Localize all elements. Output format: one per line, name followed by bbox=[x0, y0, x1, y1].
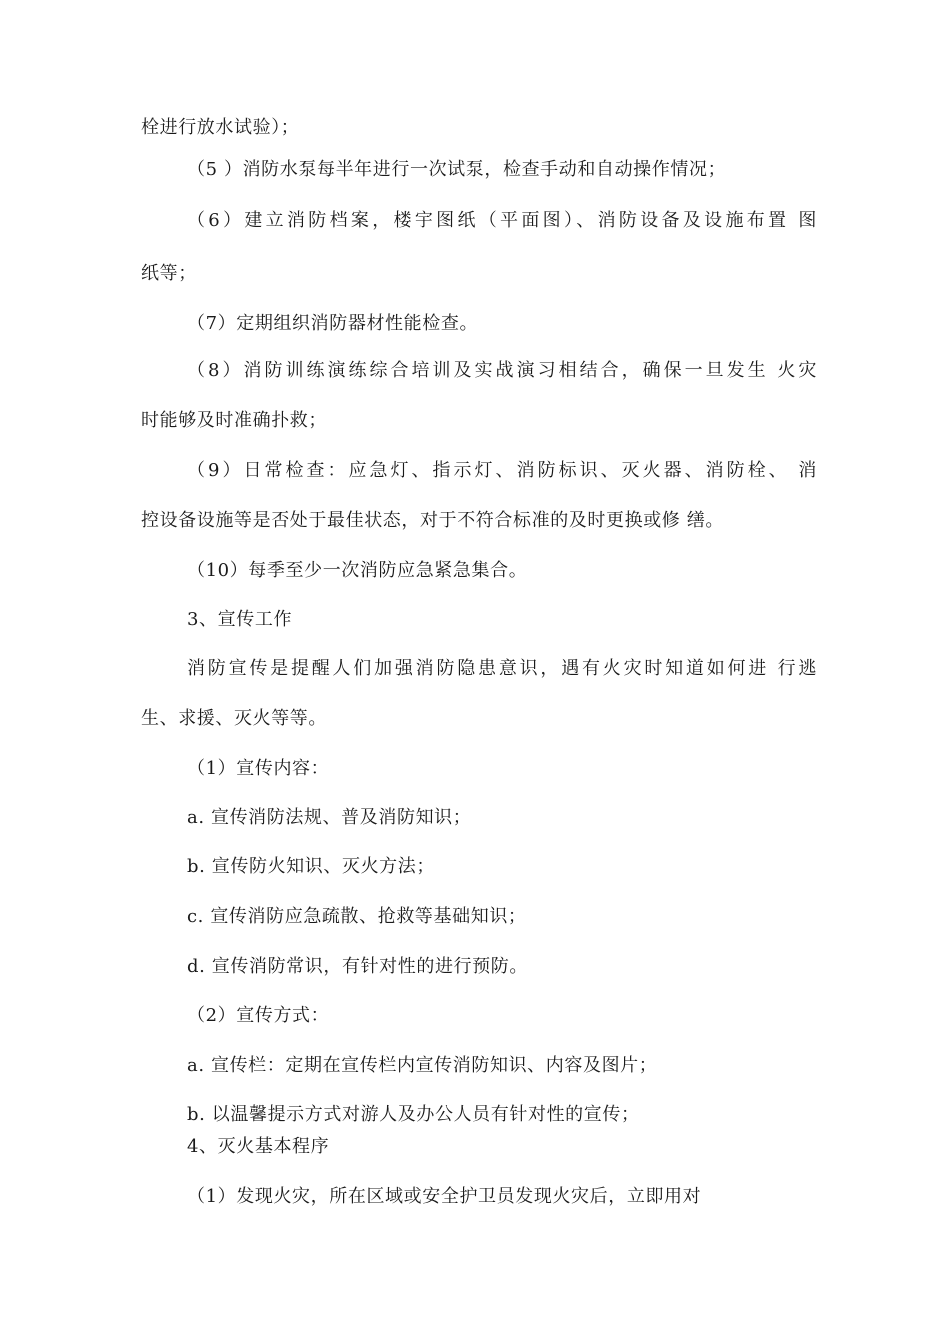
paragraph-line: （10）每季至少一次消防应急紧急集合。 bbox=[187, 560, 528, 581]
paragraph-line: （6）建立消防档案，楼宇图纸（平面图）、消防设备及设施布置 图 bbox=[187, 210, 817, 231]
paragraph-line: （7）定期组织消防器材性能检查。 bbox=[187, 313, 479, 334]
paragraph-line: （1）发现火灾，所在区域或安全护卫员发现火灾后，立即用对 bbox=[187, 1186, 702, 1207]
paragraph-line: 消防宣传是提醒人们加强消防隐患意识，遇有火灾时知道如何进 行逃 bbox=[187, 658, 817, 679]
section-heading: 4、灭火基本程序 bbox=[187, 1136, 330, 1157]
list-item: c. 宣传消防应急疏散、抢救等基础知识； bbox=[187, 906, 527, 927]
paragraph-line: 控设备设施等是否处于最佳状态，对于不符合标准的及时更换或修 缮。 bbox=[141, 510, 724, 531]
paragraph-line: （5 ）消防水泵每半年进行一次试泵，检查手动和自动操作情况； bbox=[187, 159, 727, 180]
list-item: a. 宣传消防法规、普及消防知识； bbox=[187, 807, 472, 828]
paragraph-line: （2）宣传方式： bbox=[187, 1005, 330, 1026]
paragraph-line: 栓进行放水试验）； bbox=[141, 117, 300, 138]
paragraph-line: 生、求援、灭火等等。 bbox=[141, 708, 327, 729]
paragraph-line: （9）日常检查：应急灯、指示灯、消防标识、灭火器、消防栓、 消 bbox=[187, 460, 817, 481]
list-item: d. 宣传消防常识，有针对性的进行预防。 bbox=[187, 956, 528, 977]
list-item: b. 宣传防火知识、灭火方法； bbox=[187, 856, 435, 877]
section-heading: 3、宣传工作 bbox=[187, 609, 293, 630]
paragraph-line: （1）宣传内容： bbox=[187, 758, 330, 779]
paragraph-line: （8）消防训练演练综合培训及实战演习相结合，确保一旦发生 火灾 bbox=[187, 360, 817, 381]
list-item: b. 以温馨提示方式对游人及办公人员有针对性的宣传； bbox=[187, 1104, 640, 1125]
paragraph-line: 纸等； bbox=[141, 263, 197, 284]
paragraph-line: 时能够及时准确扑救； bbox=[141, 410, 327, 431]
list-item: a. 宣传栏：定期在宣传栏内宣传消防知识、内容及图片； bbox=[187, 1055, 658, 1076]
